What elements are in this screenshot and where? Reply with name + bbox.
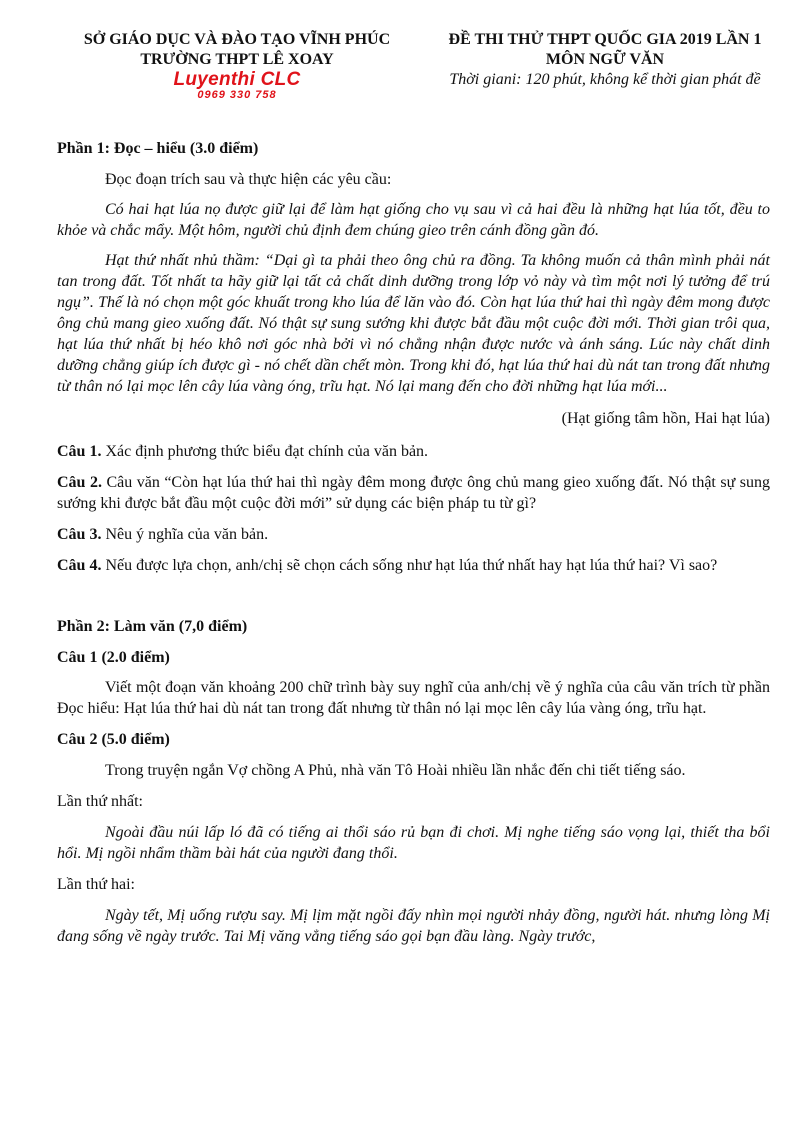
- question-text: Câu văn “Còn hạt lúa thứ hai thì ngày đêm mong được ông chủ mang gieo xuống đất. Nó thật sự sung sướng khi được bắt đầu một cuộc đời mới” sử dụng các biện pháp tu từ gì?: [57, 474, 770, 512]
- time-allowed: Thời giani: 120 phút, không kể thời gian phát đề: [449, 71, 761, 88]
- part1-heading: Phần 1: Đọc – hiểu (3.0 điểm): [57, 140, 259, 157]
- question-text: Xác định phương thức biểu đạt chính của văn bản.: [101, 443, 429, 460]
- header-right: [420, 30, 790, 90]
- passage-source: (Hạt giống tâm hồn, Hai hạt lúa): [561, 410, 770, 427]
- question-label: Câu 2.: [57, 474, 102, 491]
- question-text: Nêu ý nghĩa của văn bản.: [101, 526, 269, 543]
- first-time-label: Lần thứ nhất:: [57, 793, 143, 810]
- department-name: SỞ GIÁO DỤC VÀ ĐÀO TẠO VĨNH PHÚC: [83, 31, 391, 48]
- question-label: Câu 1.: [57, 443, 102, 460]
- part2-heading: Phần 2: Làm văn (7,0 điểm): [57, 618, 248, 635]
- question-1: [57, 441, 770, 462]
- question-label: Câu 3.: [57, 526, 102, 543]
- header-left: [52, 30, 422, 101]
- essay-question-2-intro: Trong truyện ngắn Vợ chồng A Phủ, nhà văn Tô Hoài nhiều lần nhắc đến chi tiết tiếng sáo.: [105, 762, 686, 779]
- exam-title: ĐỀ THI THỬ THPT QUỐC GIA 2019 LẦN 1: [448, 31, 762, 48]
- essay-question-1-text: Viết một đoạn văn khoảng 200 chữ trình bày suy nghĩ của anh/chị về ý nghĩa của câu văn trích từ phần Đọc hiểu: Hạt lúa thứ hai dù nát tan trong đất nhưng từ thân nó lại mọc lên cây lúa vàng óng, trĩu hạt.: [57, 679, 770, 717]
- part1-instruction: Đọc đoạn trích sau và thực hiện các yêu cầu:: [105, 171, 392, 188]
- question-label: Câu 4.: [57, 557, 102, 574]
- question-2: [57, 472, 770, 514]
- second-time-label: Lần thứ hai:: [57, 876, 135, 893]
- watermark-brand: Luyenthi CLC: [173, 69, 301, 90]
- essay-question-2-heading: Câu 2 (5.0 điểm): [57, 731, 170, 748]
- question-3: [57, 524, 770, 545]
- question-text: Nếu được lựa chọn, anh/chị sẽ chọn cách sống như hạt lúa thứ nhất hay hạt lúa thứ hai? Vì sao?: [101, 557, 718, 574]
- essay-question-1-heading: Câu 1 (2.0 điểm): [57, 649, 170, 666]
- first-time-quote: Ngoài đầu núi lấp ló đã có tiếng ai thổi sáo rủ bạn đi chơi. Mị nghe tiếng sáo vọng lại, thiết tha bổi hổi. Mị ngồi nhẩm thầm bài hát của người đang thổi.: [57, 824, 770, 862]
- passage-paragraph-2: Hạt thứ nhất nhủ thầm: “Dại gì ta phải theo ông chủ ra đồng. Ta không muốn cả thân mình phải nát tan trong đất. Tốt nhất ta hãy giữ lại tất cả chất dinh dưỡng trong lớp vỏ này và tìm một nơi lý tưởng để trú ngụ”. Thế là nó chọn một góc khuất trong kho lúa để lăn vào đó. Còn hạt lúa thứ hai thì ngày đêm mong được ông chủ mang gieo xuống đất. Nó thật sự sung sướng khi được bắt đầu một cuộc đời mới. Thời gian trôi qua, hạt lúa thứ nhất bị héo khô nơi góc nhà bởi vì nó chẳng nhận được nước và ánh sáng. Lúc này chất dinh dưỡng chẳng giúp ích được gì - nó chết dần chết mòn. Trong khi đó, hạt lúa thứ hai dù nát tan trong đất nhưng từ thân nó lại mọc lên cây lúa vàng óng, trĩu hạt. Nó lại mang đến cho đời những hạt lúa mới...: [57, 252, 770, 395]
- watermark-phone: 0969 330 758: [197, 89, 277, 101]
- second-time-quote: Ngày tết, Mị uống rượu say. Mị lịm mặt ngồi đấy nhìn mọi người nhảy đồng, người hát. nhưng lòng Mị đang sống về ngày trước. Tai Mị văng vẳng tiếng sáo gọi bạn đầu làng. Ngày trước,: [57, 907, 770, 945]
- school-name: TRƯỜNG THPT LÊ XOAY: [140, 51, 334, 68]
- exam-body: [57, 138, 770, 947]
- subject-name: MÔN NGỮ VĂN: [545, 51, 665, 68]
- question-4: [57, 555, 770, 576]
- passage-paragraph-1: Có hai hạt lúa nọ được giữ lại để làm hạt giống cho vụ sau vì cả hai đều là những hạt lúa tốt, đều to khỏe và chắc mẩy. Một hôm, người chủ định đem chúng gieo trên cánh đồng gần đó.: [57, 201, 770, 239]
